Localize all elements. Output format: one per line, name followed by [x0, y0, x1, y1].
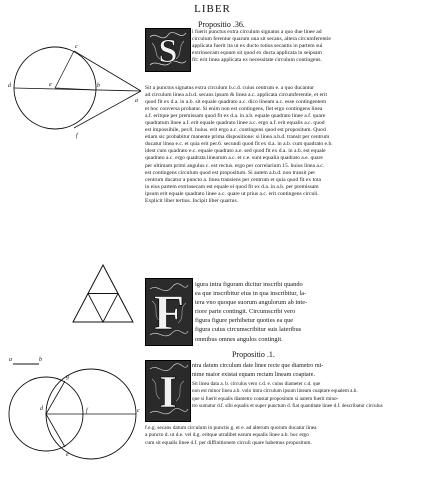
text-line: per ultimam primi angulus c. est rectus. ergo per correlarium 15. huius linea a.c.	[145, 162, 325, 169]
text-line: cum sit equalis linee d.f. per diffinitionem circuli quare habemus propositum.	[145, 439, 312, 446]
prop1-text-body	[192, 381, 421, 410]
decorated-initial-i	[145, 360, 191, 422]
label-b: b	[39, 357, 42, 363]
label-f: f	[86, 408, 88, 414]
figure-tangent-secant	[3, 40, 143, 140]
text-line: ea que inscribitur eius in qua inscribitur, la-	[195, 290, 307, 298]
text-line: est impossibile, per.8. huius. erit ergo a.c. contingens quod est propositum. Quod	[145, 127, 326, 134]
text-line: idest cum quadrato e.c. equale quadrato a.e. sed quod fit ex d.a. in a.b. est equale	[145, 148, 326, 155]
text-line: figura cuius circumscribitur suis lateribus	[195, 326, 302, 334]
text-line: et hoc conversa probatur. Si enim non est contingens, fiet ergo contingens linea	[145, 106, 323, 113]
text-line: f.e.g. secans datum circulum in punctis g. et e. ad alterum quorum ducatur linea	[145, 425, 317, 431]
text-line: riore parte contingit. Circumscribi vero	[195, 308, 296, 316]
label-e: e	[49, 82, 52, 88]
definition-text	[195, 280, 421, 344]
text-line: centrum ducatur a puncto a. linea transiens per centrum et quia quod fit ex tota	[145, 176, 321, 183]
text-line: tera vno quoque suorum angulorum ab inte-	[195, 299, 308, 307]
text-line: a.f. eritque per premissam quod fit ex d.a. in a.b. equale quadrato linee a.f. quare	[145, 113, 326, 120]
text-line: ipsum erit equale quadrato linee a.c. quare ut prius a.c. erit contingens circuli.	[145, 190, 319, 197]
text-line: tro sumatur d.f. sibi equalis et super punctum d. fiat quantitate linee d.f. describatur circulus	[192, 402, 383, 409]
label-a: a	[135, 98, 138, 104]
running-head: LIBER	[194, 3, 231, 15]
figure-two-circles	[3, 352, 143, 478]
label-f: f	[76, 133, 78, 139]
label-b: b	[97, 83, 100, 89]
text-line: omnibus omnes angulos contingit.	[195, 335, 283, 343]
text-line: applicata fuerit ita ut ex ducto totius secantis in partem sui	[192, 43, 323, 50]
heading-propositio-36: Propositio .36.	[198, 20, 245, 29]
text-line: quadratum linee a.f. erit equale quadrato linee a.c. ergo a.f. erit equalis a.c. quod	[145, 120, 325, 127]
text-line: Sit a punctus signatus extra circulum b.c.d. cuius centrum e. a quo ducantur	[145, 85, 315, 91]
text-line: Sit linea data a. b. circulus vero c.d. e. cuius diameter c.d. que	[192, 381, 321, 387]
text-line: igura intra figuram dicitur inscribi quando	[195, 281, 303, 288]
text-line: ducatur linea e.c. et quia erit per.6. secundi quod fit ex d.a. in a.b. cum quadrato e.b.	[145, 141, 333, 148]
text-line: est contingens circulum quod est propositum. Si autem a.b.d. non transit per	[145, 169, 316, 176]
text-line: a puncto d. ut d.e. vel d.g. eritque utralibet earum equalis linee a.b. hoc ergo	[145, 432, 309, 439]
text-line: extrinsecam equum sit quod ex ducta applicata in seipsam	[192, 50, 322, 57]
label-d: d	[40, 406, 43, 412]
text-line: fit: erit linea applicata ex necessitate circulum contingens.	[192, 57, 322, 64]
label-c: c	[75, 44, 78, 50]
text-line: non est minor linea a.b. volo intra circulum ipsum lineam coaptare equalem a.b.	[192, 388, 358, 395]
heading-propositio-1: Propositio .1.	[232, 350, 275, 359]
decorated-initial-f	[145, 278, 193, 346]
text-line: figura figure perhibetur quoties ea que	[195, 317, 294, 325]
text-line: in eius partem extrinsecam est equale ei quod fit ex d.a. in a.b. per premissam	[145, 183, 319, 190]
text-line: ntra datum circulum date linee recte que diametro mi-	[192, 363, 324, 369]
label-c: c	[137, 408, 140, 414]
text-line: Explicit liber tertius. Incipit liber quartus.	[145, 197, 239, 204]
prop1-text-tail	[145, 425, 421, 447]
text-line: ad circulum linea a.b.d. secans ipsum & linea a.c. applicata circumferentie, et erit	[145, 92, 328, 99]
figure-inscribed-triangles	[70, 262, 136, 328]
text-line: circulum ferentur quarum una sit secans, altera circumferentie	[192, 36, 331, 43]
prop1-text-top	[192, 362, 421, 379]
label-e: e	[66, 452, 69, 458]
initial-letter-f: F	[153, 284, 185, 340]
text-line: nime maior existat equam rectam lineam coaptare.	[192, 371, 316, 378]
text-line: quadrato a.c. ergo quadrata linearum a.c. et c.e. sunt equalia quadrato a.e. quare	[145, 155, 323, 162]
label-d: d	[8, 83, 11, 89]
label-a: a	[9, 357, 12, 363]
text-line: quod fit ex d.a. in a.b. sit equale quadrato a.c. dico lineam a.c. esse contingentem	[145, 99, 327, 106]
text-line: etiam sic probabitur manente prima dispositione: si linea a.b.d. transit per centrum	[145, 134, 330, 141]
prop36-text-top	[192, 29, 421, 64]
label-g: g	[66, 374, 69, 380]
initial-letter-s: S	[158, 33, 178, 70]
text-line: i fuerit punctus extra circulum signatus a quo due linee ad	[192, 29, 322, 35]
text-line: que si fuerit equalis diametro constat propositum si autem fuerit mino-	[192, 395, 339, 402]
initial-letter-i: I	[159, 366, 177, 417]
prop36-text-body	[145, 85, 421, 205]
decorated-initial-s	[145, 28, 191, 72]
